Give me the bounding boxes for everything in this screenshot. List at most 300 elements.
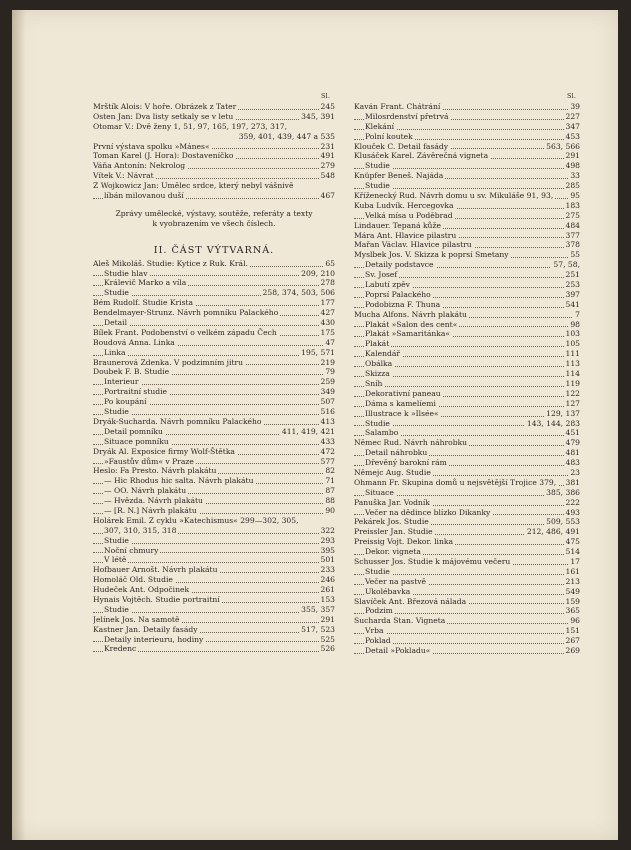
page-numbers: 395: [320, 545, 335, 555]
index-entry: [354, 221, 580, 231]
entry-text: Studie: [104, 604, 129, 614]
page-numbers: 322: [320, 525, 335, 535]
entry-text: Kříženecký Rud. Návrh domu u sv. Mikuláše 91, 93,: [354, 191, 554, 201]
page-numbers: 453: [565, 131, 580, 141]
entry-text: — Hvězda. Návrh plakátu: [104, 496, 203, 506]
entry-text: Slavíček Ant. Březová nálada: [354, 596, 467, 606]
entry-text: Poprsí Palackého: [365, 289, 431, 299]
page-numbers: 285: [565, 181, 580, 191]
entry-text: Milosrdenství přetrvá: [365, 111, 449, 121]
entry-text: Doubek F. B. Studie: [93, 367, 170, 377]
index-entry: [93, 565, 335, 575]
index-entry: [93, 625, 335, 635]
entry-text: Ohmann Fr. Skupina domů u nejsvětější Trojice 379,: [354, 477, 557, 487]
page-numbers: 484: [565, 220, 580, 230]
entry-text: Kredenc: [104, 644, 137, 654]
page-numbers: 183: [565, 200, 580, 210]
page-numbers: 378: [565, 240, 580, 250]
index-entry: [354, 349, 580, 359]
entry-text: Hudeček Ant. Odpočinek: [93, 585, 190, 595]
entry-text: Dekorativní paneau: [365, 388, 441, 398]
index-entry: [354, 339, 580, 349]
index-entry: [354, 488, 580, 498]
entry-text: Panuška Jar. Vodník: [354, 497, 430, 507]
entry-text: Linka: [104, 347, 126, 357]
entry-text: Hynais Vojtěch. Studie portraitní: [93, 594, 220, 604]
page-numbers: 498: [565, 161, 580, 171]
page-numbers: 127: [565, 398, 580, 408]
index-entry: [354, 537, 580, 547]
entry-text: Mára Ant. Hlavice pilastru: [354, 230, 457, 240]
page-numbers: 87: [325, 486, 335, 496]
art-news-note: [93, 209, 335, 229]
entry-text: Kuba Ludvík. Hercegovka: [354, 200, 454, 210]
page-numbers: 227: [565, 111, 580, 121]
note-line: Zprávy umělecké, výstavy, soutěže, referáty a texty: [115, 208, 313, 218]
entry-text: Studie: [104, 288, 129, 298]
entry-text: Němec Rud. Návrh náhrobku: [354, 438, 468, 448]
entry-text: Sníh: [365, 378, 383, 388]
entry-text: — Hic Rhodus hic salta. Návrh plakátu: [104, 476, 254, 486]
page-numbers: 577: [320, 456, 335, 466]
page-numbers: 65: [325, 258, 335, 268]
page-numbers: 413: [320, 416, 335, 426]
page-numbers: 267: [565, 636, 580, 646]
entry-text: Salambo: [365, 428, 399, 438]
page-numbers: 175: [320, 327, 335, 337]
entry-text: Poklad: [365, 636, 391, 646]
entry-text: Dekor. vigneta: [365, 547, 421, 557]
note-line: k vyobrazením ve všech číslech.: [152, 218, 276, 228]
index-entry: [93, 328, 335, 338]
index-entry: [93, 615, 335, 625]
page-numbers: 349: [320, 387, 335, 397]
index-entry: [93, 407, 335, 417]
page-numbers: 33: [570, 171, 580, 181]
entry-text: Plakát: [365, 339, 390, 349]
index-entry: [354, 181, 580, 191]
page-numbers: 253: [565, 280, 580, 290]
page-numbers: 514: [565, 547, 580, 557]
page-numbers: 278: [320, 278, 335, 288]
page-numbers: 479: [565, 438, 580, 448]
page-numbers: 103: [565, 329, 580, 339]
index-entry: [354, 517, 580, 527]
index-entry: [354, 231, 580, 241]
entry-text: Hofbauer Arnošt. Návrh plakátu: [93, 565, 218, 575]
index-entry: [93, 644, 335, 654]
entry-text: Detaily interieuru, hodiny: [104, 634, 204, 644]
entry-text: Boudová Anna. Linka: [93, 337, 175, 347]
entry-text: Večer na pastvě: [365, 576, 427, 586]
index-entry: [354, 270, 580, 280]
index-entry: [354, 646, 580, 656]
page-numbers: 525: [320, 634, 335, 644]
entry-text: Situace pomníku: [104, 436, 169, 446]
index-entry: [93, 516, 335, 526]
entry-text: Jelínek Jos. Na samotě: [93, 614, 180, 624]
index-entry: [354, 448, 580, 458]
page-numbers: 90: [325, 505, 335, 515]
entry-text: Aleš Mikoláš. Studie: Kytice z Ruk. Král.: [93, 258, 248, 268]
index-entry: [93, 635, 335, 645]
index-entry: [93, 575, 335, 585]
index-entry: [93, 427, 335, 437]
index-entry: [354, 320, 580, 330]
entry-text: Večer na dědince blízko Dikanky: [365, 507, 491, 517]
entry-text: Bendelmayer-Strunz. Návrh pomníku Palackého: [93, 308, 279, 318]
index-entry: [93, 595, 335, 605]
page-numbers: 261: [320, 585, 335, 595]
entry-text: Holárek Emil. Z cyklu »Katechismus« 299—302, 305,: [93, 515, 299, 525]
index-entry: [354, 369, 580, 379]
page-numbers: 7: [575, 309, 580, 319]
entry-text: Kalendář: [365, 349, 401, 359]
entry-text: Schusser Jos. Studie k májovému večeru: [354, 556, 511, 566]
section-title: II. ČÁST VÝTVARNÁ.: [153, 244, 275, 256]
right-list: [354, 102, 580, 656]
page-numbers: 17: [570, 556, 580, 566]
index-entry: [93, 526, 335, 536]
index-entry: [354, 250, 580, 260]
index-entry: [93, 338, 335, 348]
index-entry: [93, 605, 335, 615]
entry-text: Situace: [365, 487, 394, 497]
leader-dots: [354, 385, 580, 387]
left-top-list: [93, 102, 335, 201]
entry-text: Interieur: [104, 377, 139, 387]
index-entry: [93, 269, 335, 279]
spine-shadow: [12, 10, 26, 840]
index-page: [12, 10, 618, 840]
index-entry: [354, 616, 580, 626]
index-entry: [354, 577, 580, 587]
page-numbers: 347: [565, 121, 580, 131]
entry-text: První výstava spolku »Mánes«: [93, 141, 210, 151]
entry-text: Vítek V.: Návrat: [93, 171, 154, 181]
page-numbers: 377: [565, 230, 580, 240]
entry-text: Otomar V.: Dvě ženy 1, 51, 97, 165, 197, 273, 317,: [93, 121, 288, 131]
page-numbers: 177: [320, 298, 335, 308]
index-entry: [354, 161, 580, 171]
entry-text: Velká mísa u Poděbrad: [365, 210, 453, 220]
page-numbers: 493: [565, 507, 580, 517]
page-numbers: 122: [565, 388, 580, 398]
entry-text: Podobizna F. Thuna: [365, 299, 441, 309]
index-entry: [93, 486, 335, 496]
entry-text: Mucha Alfons. Návrh plakátu: [354, 309, 467, 319]
index-entry: [93, 132, 335, 142]
page-numbers: 345, 391: [301, 111, 335, 121]
index-entry: [354, 587, 580, 597]
index-entry: [93, 457, 335, 467]
entry-text: Studie hlav: [104, 268, 148, 278]
index-entry: [93, 161, 335, 171]
index-entry: [93, 181, 335, 191]
entry-text: Detail »Pokladu«: [365, 645, 431, 655]
entry-text: 359, 401, 439, 447 a 535: [238, 131, 335, 141]
index-entry: [93, 367, 335, 377]
index-entry: [93, 397, 335, 407]
index-entry: [354, 329, 580, 339]
index-entry: [354, 290, 580, 300]
page-numbers: 231: [320, 141, 335, 151]
index-entry: [93, 348, 335, 358]
entry-text: Klusáček Karel. Závěrečná vigneta: [354, 151, 489, 161]
entry-text: Skizza: [365, 369, 390, 379]
index-entry: [354, 636, 580, 646]
index-entry: [354, 557, 580, 567]
page-numbers: 541: [565, 299, 580, 309]
page-numbers: 293: [320, 535, 335, 545]
index-entry: [93, 387, 335, 397]
page-numbers: 114: [565, 369, 580, 379]
index-entry: [93, 377, 335, 387]
entry-text: Podzim: [365, 606, 393, 616]
page-numbers: 105: [565, 339, 580, 349]
entry-text: Knüpfer Beneš. Najáda: [354, 171, 444, 181]
index-entry: [93, 318, 335, 328]
page-numbers: 153: [320, 594, 335, 604]
page-numbers: 517, 523: [301, 624, 335, 634]
entry-text: Studie: [365, 566, 390, 576]
page-numbers: 291: [320, 614, 335, 624]
page-numbers: 381: [565, 477, 580, 487]
entry-text: líbán milovanou duší: [104, 191, 184, 201]
index-entry: [93, 506, 335, 516]
right-column-header: Sl.: [567, 92, 577, 100]
entry-text: Detaily podstavce: [365, 260, 434, 270]
index-entry: [93, 278, 335, 288]
index-entry: [354, 468, 580, 478]
entry-text: Obálka: [365, 359, 393, 369]
entry-text: Sucharda Stan. Vigneta: [354, 616, 446, 626]
page-numbers: 509, 553: [546, 517, 580, 527]
page-numbers: 548: [320, 171, 335, 181]
index-entry: [354, 201, 580, 211]
index-entry: [354, 151, 580, 161]
page-numbers: 222: [565, 497, 580, 507]
index-entry: [93, 555, 335, 565]
entry-text: — [R. N.] Návrh plakátu: [104, 505, 197, 515]
page-numbers: 291: [565, 151, 580, 161]
page-numbers: 47: [325, 337, 335, 347]
index-entry: [93, 585, 335, 595]
index-entry: [354, 112, 580, 122]
page-numbers: 82: [325, 466, 335, 476]
index-entry: [93, 112, 335, 122]
page-numbers: 563, 566: [546, 141, 580, 151]
index-entry: [93, 122, 335, 132]
index-entry: [354, 102, 580, 112]
page-numbers: 491: [320, 151, 335, 161]
index-entry: [354, 260, 580, 270]
entry-text: Homoláč Old. Studie: [93, 575, 173, 585]
entry-text: Braunerová Zdenka. V podzimním jitru: [93, 357, 244, 367]
page-numbers: 212, 486, 491: [526, 527, 580, 537]
index-entry: [354, 240, 580, 250]
entry-text: Toman Karel (J. Hora): Dostaveníčko: [93, 151, 234, 161]
entry-text: Studie: [365, 418, 390, 428]
entry-text: Mařan Václav. Hlavice pilastru: [354, 240, 472, 250]
page-numbers: 258, 374, 503, 506: [262, 288, 335, 298]
index-entry: [93, 259, 335, 269]
entry-text: Váňa Antonín: Nekrolog: [93, 161, 186, 171]
page-numbers: 430: [320, 318, 335, 328]
entry-text: 307, 310, 315, 318: [104, 525, 177, 535]
entry-text: Studie: [365, 181, 390, 191]
index-entry: [93, 308, 335, 318]
entry-text: Klekání: [365, 121, 395, 131]
page-numbers: 57, 58,: [553, 260, 580, 270]
page-numbers: 483: [565, 458, 580, 468]
index-entry: [93, 298, 335, 308]
index-entry: [354, 191, 580, 201]
page-numbers: 39: [570, 102, 580, 111]
page-numbers: 143, 144, 283: [526, 418, 580, 428]
index-entry: [93, 447, 335, 457]
entry-text: Studie: [365, 161, 390, 171]
page-numbers: 161: [565, 566, 580, 576]
entry-text: Dřevěný barokní rám: [365, 458, 447, 468]
index-entry: [354, 626, 580, 636]
index-entry: [93, 417, 335, 427]
entry-text: Sv. Josef: [365, 270, 398, 280]
index-entry: [354, 280, 580, 290]
page-numbers: 71: [325, 476, 335, 486]
page-numbers: 251: [565, 270, 580, 280]
page-numbers: 219: [320, 357, 335, 367]
entry-text: Myslbek Jos. V. Skizza k poprsí Smetany: [354, 250, 509, 260]
page-numbers: 365: [565, 606, 580, 616]
index-entry: [354, 389, 580, 399]
index-entry: [354, 122, 580, 132]
page-numbers: 209, 210: [301, 268, 335, 278]
index-entry: [93, 536, 335, 546]
index-entry: [93, 358, 335, 368]
entry-text: Mrštík Alois: V hoře. Obrázek z Tater: [93, 102, 237, 111]
left-column-header: Sl.: [321, 92, 331, 100]
entry-text: Heslo: Fa Presto. Návrh plakátu: [93, 466, 217, 476]
index-entry: [354, 478, 580, 488]
page-numbers: 549: [565, 586, 580, 596]
page-numbers: 507: [320, 397, 335, 407]
entry-text: Detail pomníku: [104, 426, 163, 436]
entry-text: Labutí zpěv: [365, 280, 410, 290]
index-entry: [93, 476, 335, 486]
leader-dots: [354, 632, 580, 634]
index-entry: [354, 508, 580, 518]
page-numbers: 397: [565, 289, 580, 299]
index-entry: [354, 567, 580, 577]
page-numbers: 451: [565, 428, 580, 438]
entry-text: Pekárek Jos. Studie: [354, 517, 429, 527]
page-numbers: 246: [320, 575, 335, 585]
left-bottom-list: [93, 259, 335, 655]
page-numbers: 195, 571: [301, 347, 335, 357]
page-numbers: 275: [565, 210, 580, 220]
entry-text: Bílek Frant. Podobenství o velkém západu Čech: [93, 327, 277, 337]
entry-text: Po koupání: [104, 397, 147, 407]
page-numbers: 98: [570, 319, 580, 329]
index-entry: [93, 171, 335, 181]
entry-text: Z Wojkowicz Jan: Umělec srdce, který nebyl vášnivě: [93, 181, 294, 191]
page-numbers: 433: [320, 436, 335, 446]
index-entry: [354, 527, 580, 537]
index-entry: [354, 142, 580, 152]
entry-text: Noční chmury: [104, 545, 159, 555]
page-numbers: 245: [320, 102, 335, 111]
page-numbers: 119: [565, 378, 580, 388]
entry-text: Bém Rudolf. Studie Krista: [93, 298, 194, 308]
index-entry: [354, 132, 580, 142]
entry-text: V létě: [104, 555, 127, 565]
index-entry: [354, 359, 580, 369]
index-entry: [354, 211, 580, 221]
page-numbers: 385, 386: [546, 487, 580, 497]
entry-text: Detail náhrobku: [365, 448, 428, 458]
page-numbers: 501: [320, 555, 335, 565]
index-entry: [354, 171, 580, 181]
page-numbers: 113: [565, 359, 580, 369]
page-numbers: 79: [325, 367, 335, 377]
page-numbers: 481: [565, 448, 580, 458]
page-numbers: 23: [570, 467, 580, 477]
entry-text: Králevič Marko a víla: [104, 278, 187, 288]
page-numbers: 526: [320, 644, 335, 654]
index-entry: [354, 606, 580, 616]
entry-text: Lindauer. Tepaná kůže: [354, 220, 441, 230]
page-numbers: 475: [565, 537, 580, 547]
page-numbers: 427: [320, 308, 335, 318]
index-entry: [93, 191, 335, 201]
index-entry: [354, 438, 580, 448]
entry-text: Detail: [104, 318, 128, 328]
page-numbers: 55: [570, 250, 580, 260]
index-entry: [354, 458, 580, 468]
entry-text: Klouček C. Detail fasády: [354, 141, 449, 151]
entry-text: Vrba: [365, 626, 384, 636]
page-numbers: 467: [320, 191, 335, 201]
leader-dots: [93, 561, 335, 563]
index-entry: [93, 288, 335, 298]
index-entry: [93, 546, 335, 556]
index-entry: [354, 597, 580, 607]
entry-text: Polní koutek: [365, 131, 413, 141]
index-entry: [93, 437, 335, 447]
page-numbers: 233: [320, 565, 335, 575]
entry-text: Preissler Jan. Studie: [354, 527, 433, 537]
index-entry: [354, 399, 580, 409]
entry-text: Kastner Jan. Detaily fasády: [93, 624, 198, 634]
entry-text: Portraitní studie: [104, 387, 168, 397]
index-entry: [354, 428, 580, 438]
index-entry: [354, 379, 580, 389]
entry-text: Dryák-Sucharda. Návrh pomníku Palackého: [93, 416, 262, 426]
page-numbers: 213: [565, 576, 580, 586]
index-entry: [93, 466, 335, 476]
page-numbers: 269: [565, 645, 580, 655]
entry-text: Studie: [104, 407, 129, 417]
entry-text: Kaván Frant. Chátrání: [354, 102, 441, 111]
index-entry: [93, 496, 335, 506]
page-numbers: 279: [320, 161, 335, 171]
entry-text: Ukolébavka: [365, 586, 411, 596]
page-numbers: 355, 357: [301, 604, 335, 614]
entry-text: — OO. Návrh plakátu: [104, 486, 187, 496]
page-numbers: 129, 137: [546, 408, 580, 418]
page-numbers: 516: [320, 407, 335, 417]
